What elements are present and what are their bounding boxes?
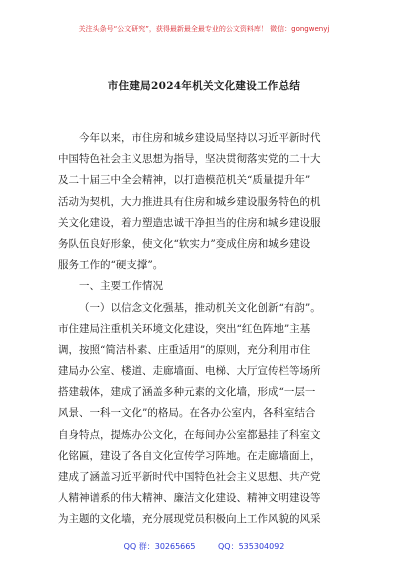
body-line: 调，按照“简洁朴素、庄重适用”的原则，充分利用市住 <box>58 343 311 356</box>
body-line: 人精神谱系的伟大精神、廉洁文化建设、精神文明建设等 <box>58 492 321 505</box>
body-line: 建局办公室、楼道、走廊墙面、电梯、大厅宣传栏等场所 <box>58 365 321 378</box>
body-line: 风景、一科一文化”的格局。在各办公室内，各科室结合 <box>58 407 316 420</box>
footer-contact <box>0 541 408 552</box>
body-line: 今年以来，市住房和城乡建设局坚持以习近平新时代 <box>79 132 321 144</box>
body-line: 中国特色社会主义思想为指导，坚决贯彻落实党的二十大 <box>58 153 321 166</box>
body-line: 化铭匾，建设了各自文化宣传学习阵地。在走廊墙面上， <box>58 449 321 462</box>
body-line: 搭建载体，建成了涵盖多种元素的文化墙，形成“一层一 <box>58 386 316 399</box>
document-title: 市住建局2024年机关文化建设工作总结 <box>107 80 301 92</box>
footer-qq: QQ：535304092 <box>218 542 285 551</box>
header-note: 关注头条号“公文研究”，获得最新最全最专业的公文资料库！ 微信：gongwenyj <box>78 25 330 33</box>
document-body <box>58 128 350 531</box>
section-heading: 一、主要工作情况 <box>79 280 163 293</box>
body-line: 市住建局注重机关环境文化建设，突出“红色阵地”主基 <box>58 322 311 335</box>
subsection-heading: （一）以信念文化强基，推动机关文化创新“有韵”。 <box>79 301 321 314</box>
footer-qq-group: QQ 群：30265665 <box>123 542 196 551</box>
body-line: 服务工作的“硬支撑”。 <box>58 259 164 272</box>
body-line: 活动为契机，大力推进具有住房和城乡建设服务特色的机 <box>58 195 321 208</box>
body-line: 为主题的文化墙，充分展现党员积极向上工作风貌的风采 <box>58 513 321 526</box>
body-line: 及二十届三中全会精神，以打造模范机关“质量提升年” <box>58 174 311 187</box>
body-line: 务队伍良好形象，使文化“软实力”变成住房和城乡建设 <box>58 237 311 250</box>
body-line: 自身特点，提炼办公文化，在每间办公室都悬挂了科室文 <box>58 428 321 441</box>
body-line: 建成了涵盖习近平新时代中国特色社会主义思想、共产党 <box>58 471 321 483</box>
body-line: 关文化建设，着力塑造忠诚干净担当的住房和城乡建设服 <box>58 216 321 229</box>
